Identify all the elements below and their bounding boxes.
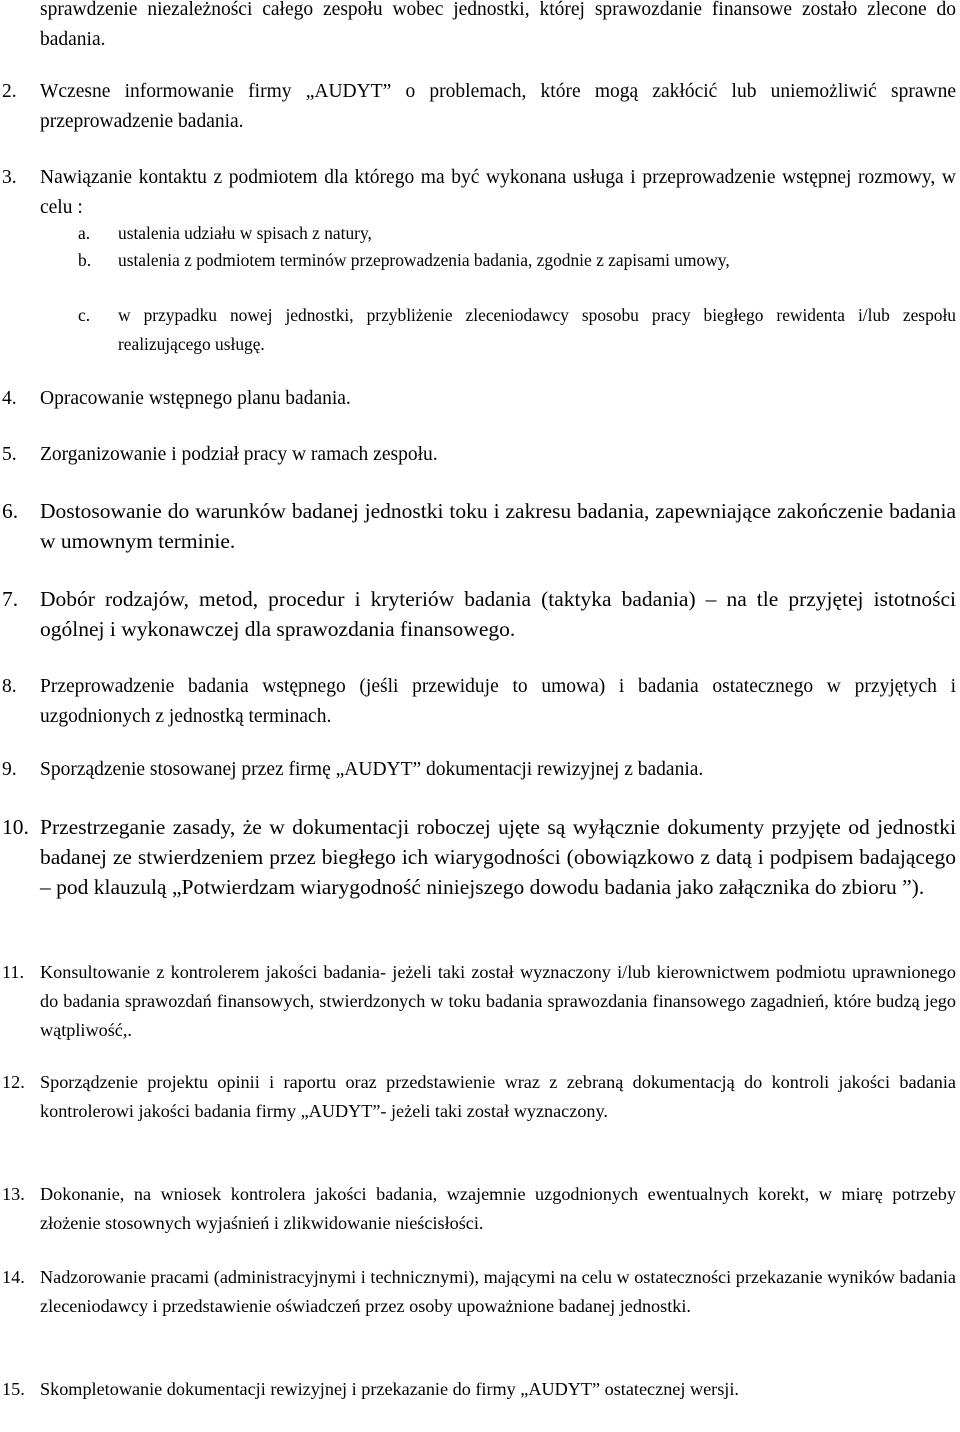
- sub-item-letter: a.: [78, 223, 91, 243]
- list-item: [0, 1375, 956, 1404]
- item-number: 10.: [2, 815, 29, 839]
- item-number: 14.: [2, 1267, 25, 1287]
- item-text: Skompletowanie dokumentacji rewizyjnej i przekazanie do firmy „AUDYT” ostatecznej wersji.: [40, 1379, 739, 1399]
- sub-item-text: ustalenia udziału w spisach z natury,: [118, 223, 372, 243]
- list-item: [0, 163, 956, 223]
- item-number: 5.: [2, 444, 17, 465]
- item-number: 3.: [2, 167, 17, 188]
- item-text: Wczesne informowanie firmy „AUDYT” o problemach, które mogą zakłócić lub uniemożliwić sprawne przeprowadzenie badania.: [40, 81, 956, 132]
- list-item: [0, 584, 956, 644]
- item-number: 6.: [2, 499, 19, 523]
- item-number: 15.: [2, 1379, 25, 1399]
- list-item: [0, 812, 956, 902]
- sub-list-item: [78, 246, 956, 275]
- sub-list-item: [78, 301, 956, 359]
- item-text: Sporządzenie stosowanej przez firmę „AUDYT” dokumentacji rewizyjnej z badania.: [40, 759, 704, 780]
- item-text: Dobór rodzajów, metod, procedur i kryteriów badania (taktyka badania) – na tle przyjętej istotności ogólnej i wykonawczej dla sprawozdania finansowego.: [40, 587, 956, 641]
- sub-item-letter: c.: [78, 305, 91, 325]
- item-number: 11.: [2, 962, 25, 982]
- list-item: [0, 672, 956, 732]
- item-text: Zorganizowanie i podział pracy w ramach zespołu.: [40, 444, 438, 465]
- intro-text: sprawdzenie niezależności całego zespołu wobec jednostki, której sprawozdanie finansowe zostało zlecone do badania.: [40, 0, 956, 50]
- list-item: [0, 77, 956, 137]
- list-item: [0, 958, 956, 1045]
- item-text: Przeprowadzenie badania wstępnego (jeśli przewiduje to umowa) i badania ostatecznego w przyjętych i uzgodnionych z jednostką terminach.: [40, 676, 956, 727]
- sub-item-text: w przypadku nowej jednostki, przybliżenie zleceniodawcy sposobu pracy biegłego rewidenta i/lub zespołu realizującego usługę.: [118, 305, 956, 354]
- item-number: 4.: [2, 388, 17, 409]
- intro-paragraph: [0, 0, 956, 55]
- item-text: Opracowanie wstępnego planu badania.: [40, 388, 351, 409]
- item-text: Sporządzenie projektu opinii i raportu oraz przedstawienie wraz z zebraną dokumentacją do kontroli jakości badania kontrolerowi jakości badania firmy „AUDYT”- jeżeli taki został wyznaczony.: [40, 1072, 956, 1121]
- list-item: [0, 496, 956, 556]
- list-item: [0, 755, 956, 785]
- item-text: Dostosowanie do warunków badanej jednostki toku i zakresu badania, zapewniające zakończenie badania w umownym terminie.: [40, 499, 956, 553]
- item-number: 7.: [2, 587, 19, 611]
- list-item: [0, 1180, 956, 1238]
- item-number: 9.: [2, 759, 17, 780]
- sub-item-text: ustalenia z podmiotem terminów przeprowadzenia badania, zgodnie z zapisami umowy,: [118, 250, 730, 270]
- sub-list-item: [78, 219, 956, 248]
- list-item: [0, 1263, 956, 1321]
- list-item: [0, 384, 956, 414]
- item-text: Nawiązanie kontaktu z podmiotem dla którego ma być wykonana usługa i przeprowadzenie wstępnej rozmowy, w celu :: [40, 167, 956, 218]
- item-number: 13.: [2, 1184, 25, 1204]
- item-number: 8.: [2, 676, 17, 697]
- item-number: 12.: [2, 1072, 25, 1092]
- item-text: Dokonanie, na wniosek kontrolera jakości badania, wzajemnie uzgodnionych ewentualnych korekt, w miarę potrzeby złożenie stosownych wyjaśnień i zlikwidowanie nieścisłości.: [40, 1184, 956, 1233]
- item-number: 2.: [2, 81, 17, 102]
- list-item: [0, 440, 956, 470]
- item-text: Nadzorowanie pracami (administracyjnymi i technicznymi), mającymi na celu w ostateczności przekazanie wyników badania zleceniodawcy i przedstawienie oświadczeń przez osoby upoważnione badanej jednostki.: [40, 1267, 956, 1316]
- item-text: Konsultowanie z kontrolerem jakości badania- jeżeli taki został wyznaczony i/lub kierownictwem podmiotu uprawnionego do badania sprawozdań finansowych, stwierdzonych w toku badania sprawozdania finansowego zagadnień, które budzą jego wątpliwość,.: [40, 962, 956, 1040]
- list-item: [0, 1068, 956, 1126]
- sub-item-letter: b.: [78, 250, 92, 270]
- item-text: Przestrzeganie zasady, że w dokumentacji roboczej ujęte są wyłącznie dokumenty przyjęte od jednostki badanej ze stwierdzeniem przez biegłego ich wiarygodności (obowiązkowo z datą i podpisem badającego – pod klauzulą „Potwierdzam wiarygodność niniejszego dowodu badania jako załącznika do zbioru ”).: [40, 815, 956, 899]
